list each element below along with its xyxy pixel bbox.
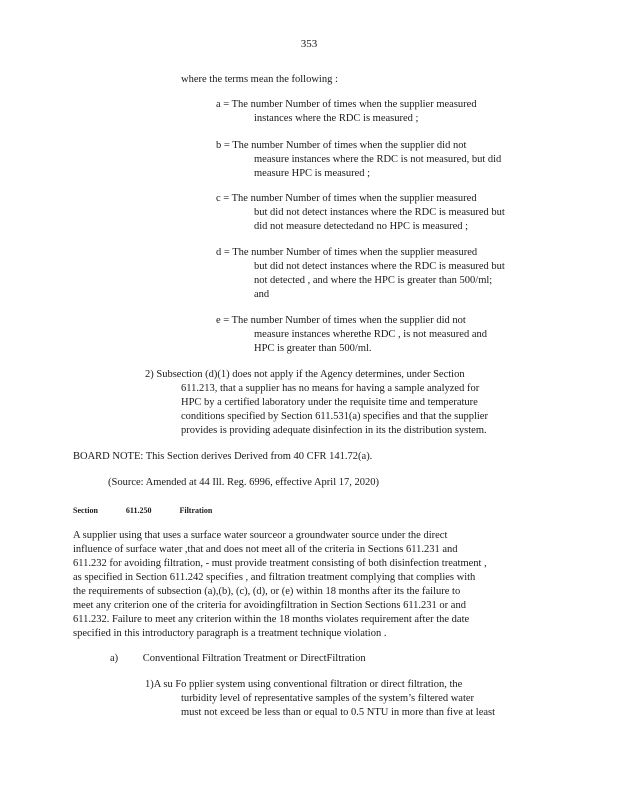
paragraph-line: as specified in Section 611.242 specifies , and filtration treatment complying that complies with bbox=[73, 572, 476, 583]
definition-c-line: but did not detect instances where the RDC is measured but bbox=[254, 207, 505, 218]
subsection-2-line: conditions specified by Section 611.531(a) specifies and that the supplier bbox=[181, 411, 488, 422]
section-label: Section bbox=[73, 506, 98, 515]
subsection-a-label: a) bbox=[110, 653, 119, 664]
page-number: 353 bbox=[300, 38, 318, 50]
board-note: BOARD NOTE: This Section derives Derived from 40 CFR 141.72(a). bbox=[73, 451, 373, 462]
subsection-a-heading bbox=[110, 652, 388, 666]
definition-c-line: did not measure detectedand no HPC is measured ; bbox=[254, 221, 469, 232]
subsection-2 bbox=[145, 368, 525, 438]
subsection-a-title: Conventional Filtration Treatment or DirectFiltration bbox=[142, 653, 366, 664]
definition-d-line: but did not detect instances where the RDC is measured but bbox=[254, 261, 505, 272]
subsection-1-line: turbidity level of representative samples of the system’s filtered water bbox=[181, 693, 475, 704]
subsection-1-line: must not exceed be less than or equal to 0.5 NTU in more than five at least bbox=[181, 707, 496, 718]
section-paragraph bbox=[73, 529, 543, 641]
definition-d bbox=[216, 246, 536, 302]
definition-d-line: not detected , and where the HPC is greater than 500/ml; bbox=[254, 275, 493, 286]
paragraph-line: meet any criterion one of the criteria for avoidingfiltration in Section Sections 611.231 or and bbox=[73, 600, 466, 611]
subsection-2-line: 611.213, that a supplier has no means for having a sample analyzed for bbox=[181, 383, 480, 394]
subsection-2-line: HPC by a certified laboratory under the requisite time and temperature bbox=[181, 397, 478, 408]
definition-e-line: HPC is greater than 500/ml. bbox=[254, 343, 372, 354]
paragraph-line: influence of surface water ,that and does not meet all of the criteria in Sections 611.231 and bbox=[73, 544, 458, 555]
definition-c-line: c = The number Number of times when the supplier measured bbox=[216, 193, 477, 204]
paragraph-line: the requirements of subsection (a),(b), (c), (d), or (e) within 18 months after its the failure to bbox=[73, 586, 461, 597]
definition-a-line: instances where the RDC is measured ; bbox=[254, 113, 419, 124]
subsection-2-line: 2) Subsection (d)(1) does not apply if the Agency determines, under Section bbox=[145, 369, 465, 380]
paragraph-line: 611.232. Failure to meet any criterion within the 18 months violates requirement after the date bbox=[73, 614, 470, 625]
definition-a bbox=[216, 98, 536, 126]
definition-b-line: measure HPC is measured ; bbox=[254, 168, 371, 179]
section-number: 611.250 bbox=[125, 506, 152, 515]
source-note: (Source: Amended at 44 Ill. Reg. 6996, effective April 17, 2020) bbox=[108, 477, 379, 488]
paragraph-line: 611.232 for avoiding filtration, - must provide treatment consisting of both disinfection treatment , bbox=[73, 558, 487, 569]
section-heading bbox=[73, 504, 238, 518]
paragraph-line: specified in this introductory paragraph is a treatment technique violation . bbox=[73, 628, 387, 639]
definitions-intro: where the terms mean the following : bbox=[181, 74, 338, 85]
definition-d-line: and bbox=[254, 289, 270, 300]
paragraph-line: A supplier using that uses a surface water sourceor a groundwater source under the direct bbox=[73, 530, 448, 541]
definition-a-line: a = The number Number of times when the supplier measured bbox=[216, 99, 477, 110]
section-title: Filtration bbox=[179, 506, 213, 515]
definition-b bbox=[216, 139, 536, 181]
definition-b-line: b = The number Number of times when the supplier did not bbox=[216, 140, 467, 151]
subsection-2-line: provides is providing adequate disinfection in its the distribution system. bbox=[181, 425, 487, 436]
definition-c bbox=[216, 192, 536, 234]
subsection-1 bbox=[145, 678, 545, 720]
definition-e bbox=[216, 314, 536, 356]
definition-e-line: e = The number Number of times when the supplier did not bbox=[216, 315, 466, 326]
subsection-1-line: 1)A su Fo pplier system using conventional filtration or direct filtration, the bbox=[145, 679, 463, 690]
definition-e-line: measure instances wherethe RDC , is not measured and bbox=[254, 329, 487, 340]
definition-b-line: measure instances where the RDC is not measured, but did bbox=[254, 154, 502, 165]
definition-d-line: d = The number Number of times when the supplier measured bbox=[216, 247, 478, 258]
